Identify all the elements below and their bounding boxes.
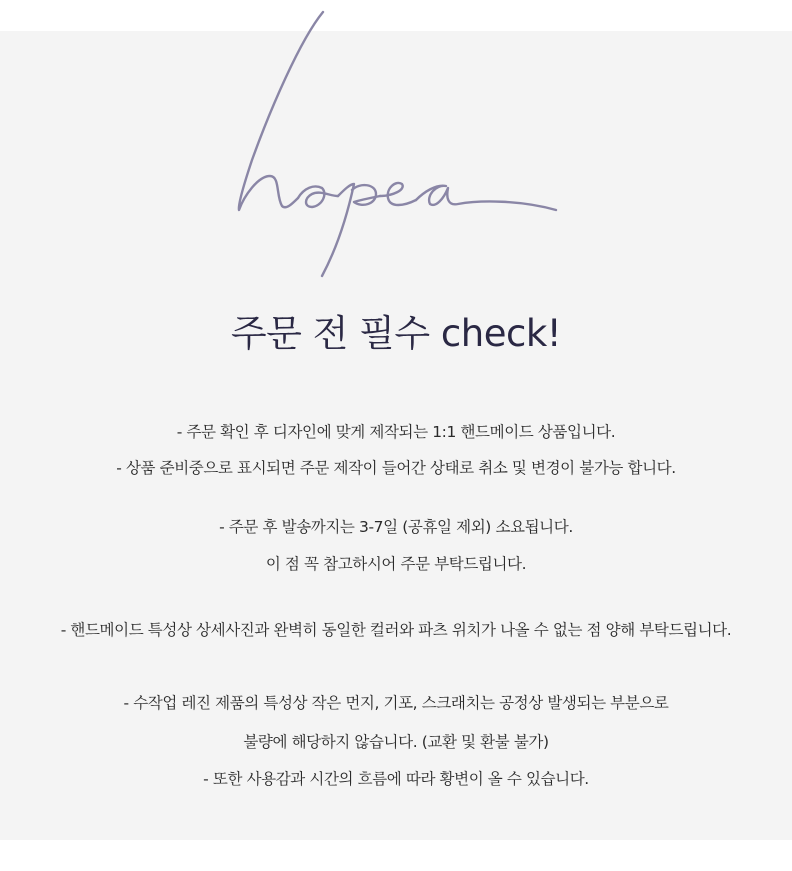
notice-line-7: 불량에 해당하지 않습니다. (교환 및 환불 불가) <box>243 733 549 751</box>
page-title: 주문 전 필수 check! <box>230 312 562 355</box>
notice-line-4: 이 점 꼭 참고하시어 주문 부탁드립니다. <box>265 555 527 573</box>
notice-line-6: - 수작업 레진 제품의 특성상 작은 먼지, 기포, 스크래치는 공정상 발생되는 부분으로 <box>123 694 669 712</box>
notice-line-8: - 또한 사용감과 시간의 흐름에 따라 황변이 올 수 있습니다. <box>203 770 589 788</box>
hopea-logo <box>230 0 570 290</box>
notice-line-1: - 주문 확인 후 디자인에 맞게 제작되는 1:1 핸드메이드 상품입니다. <box>176 423 616 441</box>
notice-line-3: - 주문 후 발송까지는 3-7일 (공휴일 제외) 소요됩니다. <box>219 518 573 536</box>
hopea-logo-icon <box>230 0 570 290</box>
notice-line-2: - 상품 준비중으로 표시되면 주문 제작이 들어간 상태로 취소 및 변경이 불가능 합니다. <box>116 459 676 477</box>
notice-line-5: - 핸드메이드 특성상 상세사진과 완벽히 동일한 컬러와 파츠 위치가 나올 수 없는 점 양해 부탁드립니다. <box>60 621 732 639</box>
